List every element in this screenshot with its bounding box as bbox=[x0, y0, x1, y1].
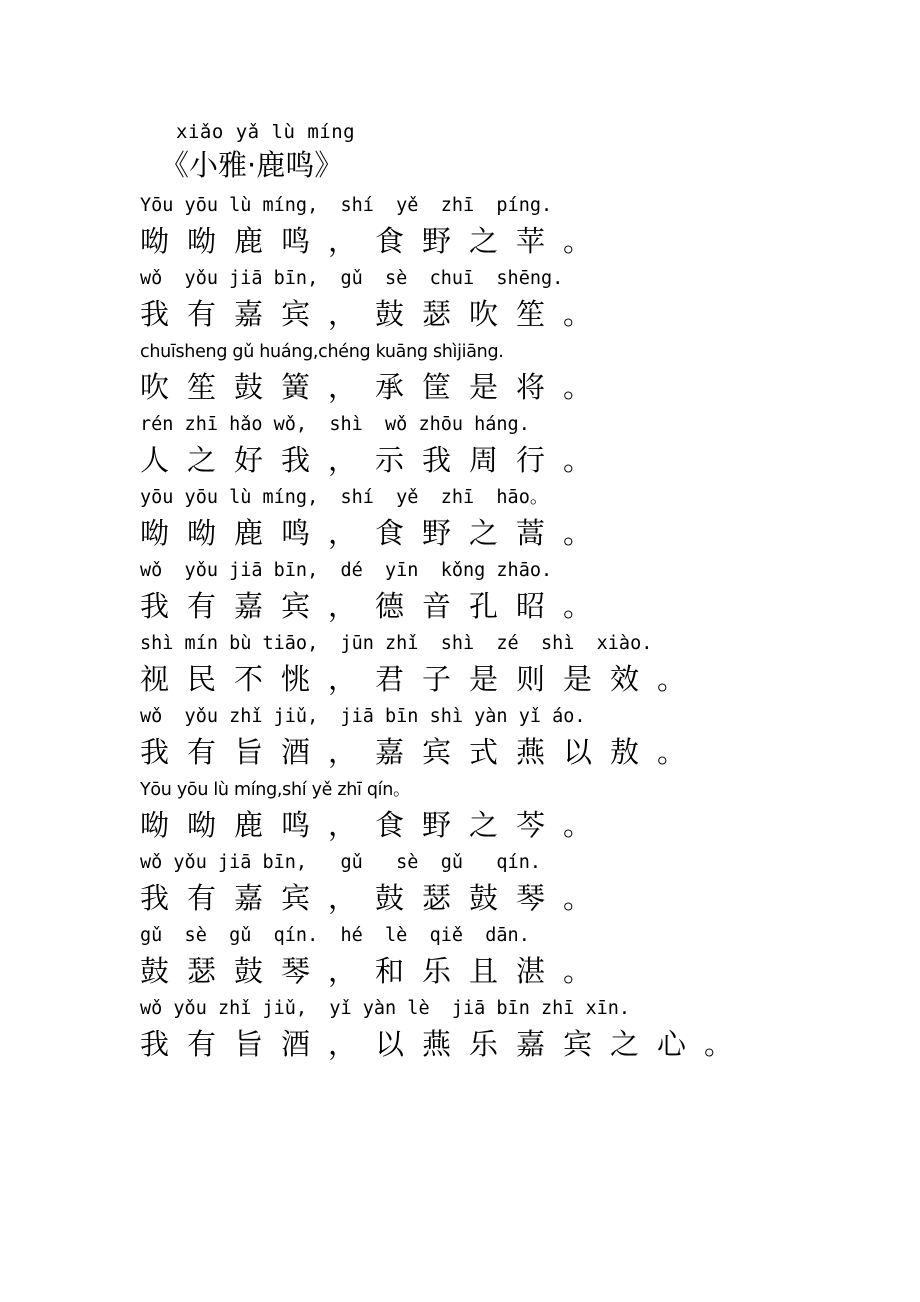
pinyin-line: wǒ yǒu zhǐ jiǔ, yǐ yàn lè jiā bīn zhī xīn. bbox=[140, 998, 631, 1019]
poem-line-7 bbox=[140, 630, 840, 703]
hanzi-line: 我有嘉宾，德音孔昭。 bbox=[140, 589, 611, 623]
pinyin-line: wǒ yǒu jiā bīn, gǔ sè gǔ qín. bbox=[140, 852, 541, 873]
poem-line-1 bbox=[140, 192, 840, 265]
hanzi-line: 人之好我，示我周行。 bbox=[140, 443, 611, 477]
hanzi-line: 呦呦鹿鸣，食野之芩。 bbox=[140, 808, 611, 842]
poem-line-4 bbox=[140, 411, 840, 484]
poem-line-12 bbox=[140, 995, 840, 1068]
poem-line-9 bbox=[140, 776, 840, 849]
pinyin-line: shì mín bù tiāo, jūn zhǐ shì zé shì xiào. bbox=[140, 633, 653, 654]
hanzi-line: 鼓瑟鼓琴，和乐且湛。 bbox=[140, 954, 611, 988]
poem-line-8 bbox=[140, 703, 840, 776]
poem-line-2 bbox=[140, 265, 840, 338]
pinyin-line: wǒ yǒu jiā bīn, gǔ sè chuī shēng. bbox=[140, 268, 564, 289]
poem-line-11 bbox=[140, 922, 840, 995]
hanzi-line: 吹笙鼓簧，承筐是将。 bbox=[140, 370, 611, 404]
hanzi-line: 呦呦鹿鸣，食野之苹。 bbox=[140, 224, 611, 258]
hanzi-line: 我有嘉宾，鼓瑟吹笙。 bbox=[140, 297, 611, 331]
pinyin-line: gǔ sè gǔ qín. hé lè qiě dān. bbox=[140, 925, 530, 946]
pinyin-line: Yōu yōu lù míng, shí yě zhī píng. bbox=[140, 195, 553, 216]
hanzi-line: 我有旨酒，嘉宾式燕以敖。 bbox=[140, 735, 705, 769]
pinyin-line: Yōu yōu lù míng,shí yě zhī qín。 bbox=[140, 780, 411, 800]
pinyin-line: wǒ yǒu zhǐ jiǔ, jiā bīn shì yàn yǐ áo. bbox=[140, 706, 586, 727]
pinyin-line: chuīsheng gǔ huáng,chéng kuāng shìjiāng. bbox=[140, 342, 504, 362]
poem-title: 《小雅·鹿鸣》 bbox=[160, 148, 344, 182]
poem-line-5 bbox=[140, 484, 840, 557]
poem-title-block bbox=[160, 118, 355, 184]
poem-body bbox=[140, 192, 840, 1068]
poem-line-10 bbox=[140, 849, 840, 922]
hanzi-line: 我有嘉宾，鼓瑟鼓琴。 bbox=[140, 881, 611, 915]
poem-line-6 bbox=[140, 557, 840, 630]
pinyin-line: wǒ yǒu jiā bīn, dé yīn kǒng zhāo. bbox=[140, 560, 553, 581]
hanzi-line: 呦呦鹿鸣，食野之蒿。 bbox=[140, 516, 611, 550]
pinyin-line: rén zhī hǎo wǒ, shì wǒ zhōu háng. bbox=[140, 414, 530, 435]
hanzi-line: 我有旨酒，以燕乐嘉宾之心。 bbox=[140, 1027, 752, 1061]
pinyin-line: yōu yōu lù míng, shí yě zhī hāo。 bbox=[140, 487, 549, 508]
hanzi-line: 视民不恌，君子是则是效。 bbox=[140, 662, 705, 696]
poem-line-3 bbox=[140, 338, 840, 411]
title-pinyin: xiǎo yǎ lù míng bbox=[176, 121, 356, 143]
